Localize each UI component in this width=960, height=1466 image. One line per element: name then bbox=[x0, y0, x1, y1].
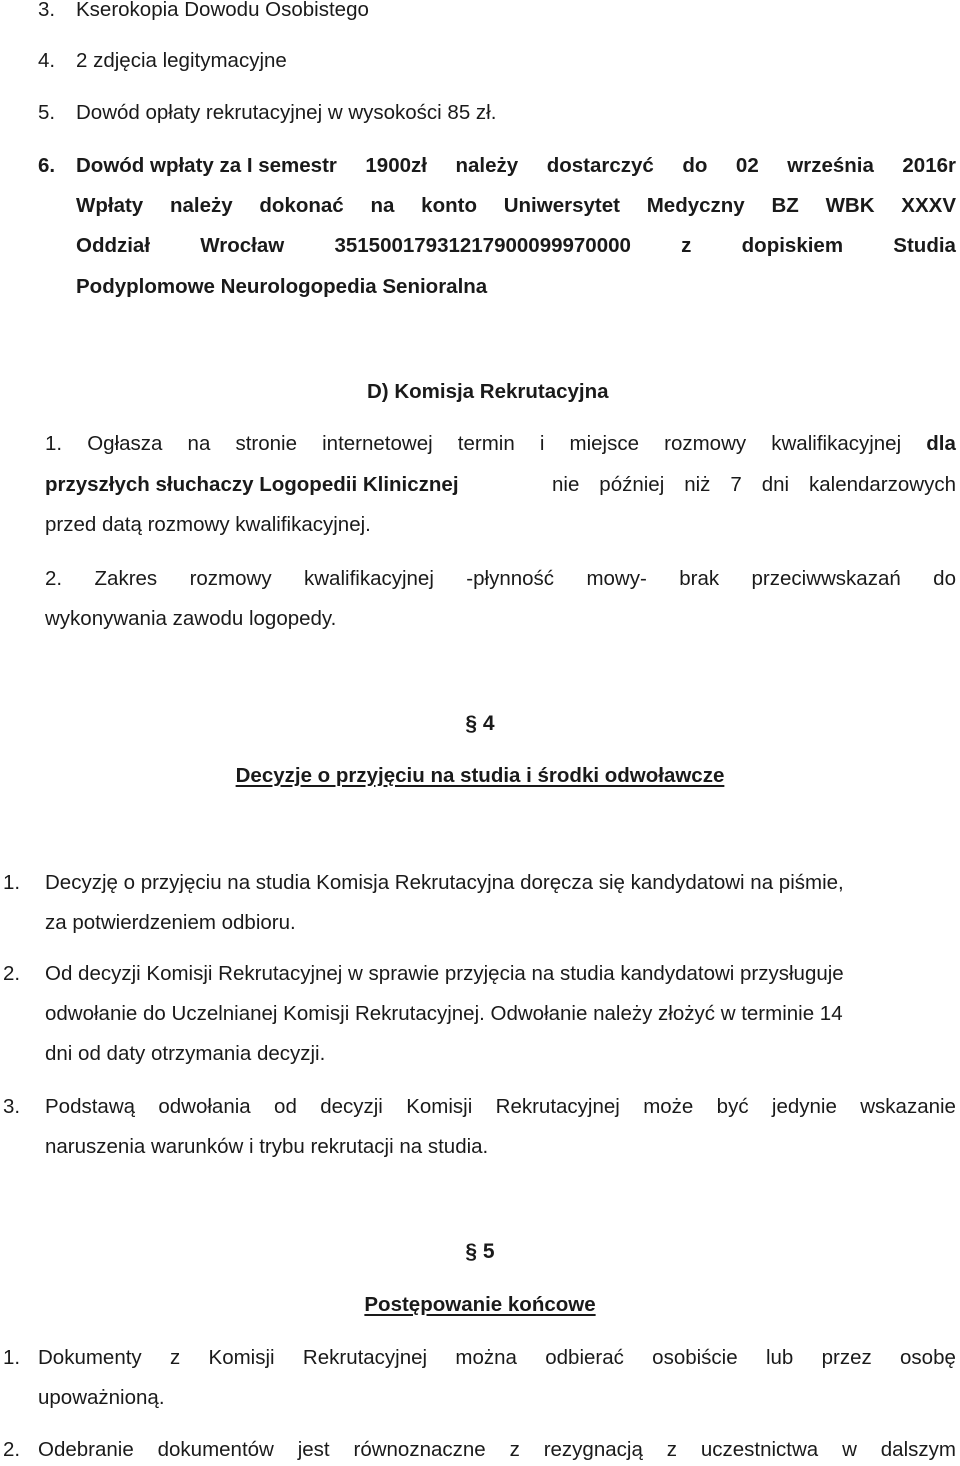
list-number: 2. bbox=[45, 567, 63, 590]
paragraph-line: naruszenia warunków i trybu rekrutacji na studia. bbox=[45, 1135, 489, 1158]
word: konto bbox=[421, 194, 477, 217]
payment-line-2 bbox=[76, 194, 956, 218]
word: Studia bbox=[893, 234, 956, 257]
word: jedynie bbox=[771, 1095, 837, 1118]
list-number: 1. bbox=[45, 432, 63, 455]
list-number: 2. bbox=[3, 1438, 21, 1461]
word: od bbox=[274, 1095, 297, 1118]
paragraph-line bbox=[38, 1346, 956, 1370]
section-title-text: Decyzje o przyjęciu na studia i środki odwoławcze bbox=[235, 764, 725, 787]
word: Rekrutacyjnej bbox=[302, 1346, 428, 1369]
paragraph-line bbox=[45, 567, 956, 591]
word: być bbox=[716, 1095, 749, 1118]
word: września bbox=[787, 154, 874, 177]
paragraph-line: upoważnioną. bbox=[38, 1386, 165, 1409]
word: można bbox=[455, 1346, 517, 1369]
word: dokonać bbox=[259, 194, 344, 217]
word: kwalifikacyjnej bbox=[304, 567, 434, 590]
section-number-value: 4 bbox=[482, 712, 495, 735]
list-number: 2. bbox=[3, 962, 21, 985]
bank-account-number: 35150017931217900099970000 bbox=[334, 234, 631, 257]
section-heading: D) Komisja Rekrutacyjna bbox=[367, 380, 609, 403]
paragraph-line bbox=[45, 1095, 956, 1119]
list-number: 6. bbox=[38, 154, 56, 177]
word: przeciwwskazań bbox=[751, 567, 901, 590]
section-title bbox=[0, 1293, 960, 1317]
word: wskazanie bbox=[860, 1095, 956, 1118]
word: dopiskiem bbox=[741, 234, 844, 257]
word: Dokumenty bbox=[38, 1346, 142, 1369]
word: równoznaczne bbox=[353, 1438, 486, 1461]
word: Uniwersytet bbox=[503, 194, 620, 217]
word: Podstawą bbox=[45, 1095, 136, 1118]
word: z bbox=[666, 1438, 677, 1461]
word: Odebranie bbox=[38, 1438, 134, 1461]
paragraph-line bbox=[552, 473, 956, 497]
word: kalendarzowych bbox=[809, 473, 956, 496]
word: i bbox=[539, 432, 545, 455]
word: przez bbox=[821, 1346, 872, 1369]
paragraph-line bbox=[38, 1438, 956, 1462]
word: Wpłaty bbox=[76, 194, 144, 217]
word: kwalifikacyjnej bbox=[771, 432, 902, 455]
word: decyzji bbox=[320, 1095, 383, 1118]
word: osobiście bbox=[652, 1346, 738, 1369]
word: 02 bbox=[735, 154, 759, 177]
word: osobę bbox=[900, 1346, 956, 1369]
word: dostarczyć bbox=[546, 154, 654, 177]
word: 1900zł bbox=[365, 154, 427, 177]
word: -płynność bbox=[466, 567, 555, 590]
word: lub bbox=[765, 1346, 794, 1369]
word: z bbox=[169, 1346, 181, 1369]
section-number bbox=[0, 1240, 960, 1264]
paragraph-line: Od decyzji Komisji Rekrutacyjnej w sprawie przyjęcia na studia kandydatowi przysługuje bbox=[45, 962, 844, 985]
word: XXXV bbox=[901, 194, 956, 217]
word: 2016r bbox=[902, 154, 956, 177]
word: 7 bbox=[730, 473, 742, 496]
payment-line-4: Podyplomowe Neurologopedia Senioralna bbox=[76, 275, 488, 298]
list-number: 3. bbox=[38, 0, 56, 21]
word: rezygnacją bbox=[543, 1438, 643, 1461]
payment-line-1 bbox=[76, 154, 956, 178]
word: Dowód wpłaty za I semestr bbox=[76, 154, 337, 177]
list-item-text: 2 zdjęcia legitymacyjne bbox=[76, 49, 287, 72]
word: brak bbox=[679, 567, 720, 590]
word: uczestnictwa bbox=[700, 1438, 819, 1461]
word: Komisji bbox=[208, 1346, 275, 1369]
word: dokumentów bbox=[157, 1438, 274, 1461]
section-title bbox=[0, 764, 960, 788]
word: odbierać bbox=[545, 1346, 624, 1369]
paragraph-line bbox=[45, 432, 956, 456]
section-symbol: § bbox=[465, 1240, 478, 1263]
word: WBK bbox=[825, 194, 875, 217]
section-symbol: § bbox=[465, 712, 478, 735]
paragraph-line: wykonywania zawodu logopedy. bbox=[45, 607, 337, 630]
word: dalszym bbox=[880, 1438, 956, 1461]
word: Ogłasza bbox=[87, 432, 163, 455]
section-number bbox=[0, 712, 960, 736]
section-number-value: 5 bbox=[482, 1240, 495, 1263]
word: Rekrutacyjnej bbox=[495, 1095, 620, 1118]
word: BZ bbox=[771, 194, 799, 217]
word: później bbox=[599, 473, 665, 496]
list-item-text: Dowód opłaty rekrutacyjnej w wysokości 85 zł. bbox=[76, 101, 497, 124]
word: miejsce bbox=[569, 432, 640, 455]
word: do bbox=[933, 567, 956, 590]
list-number: 3. bbox=[3, 1095, 21, 1118]
word: należy bbox=[169, 194, 233, 217]
word: rozmowy bbox=[189, 567, 272, 590]
word: na bbox=[187, 432, 211, 455]
word: niż bbox=[684, 473, 711, 496]
word: Zakres bbox=[94, 567, 158, 590]
word: do bbox=[682, 154, 708, 177]
list-number: 4. bbox=[38, 49, 56, 72]
word: z bbox=[509, 1438, 520, 1461]
word: internetowej bbox=[322, 432, 433, 455]
paragraph-line: Decyzję o przyjęciu na studia Komisja Rekrutacyjna doręcza się kandydatowi na piśmie, bbox=[45, 871, 844, 894]
word: Medyczny bbox=[646, 194, 745, 217]
word: mowy- bbox=[586, 567, 647, 590]
paragraph-line: dni od daty otrzymania decyzji. bbox=[45, 1042, 326, 1065]
list-number: 1. bbox=[3, 871, 21, 894]
word: Komisji bbox=[406, 1095, 473, 1118]
word: nie bbox=[552, 473, 580, 496]
word: rozmowy bbox=[664, 432, 747, 455]
paragraph-line: za potwierdzeniem odbioru. bbox=[45, 911, 296, 934]
word: należy bbox=[455, 154, 519, 177]
bold-phrase: przyszłych słuchaczy Logopedii Klinicznej bbox=[45, 473, 459, 496]
word: dni bbox=[761, 473, 790, 496]
word: stronie bbox=[235, 432, 297, 455]
payment-line-3 bbox=[76, 234, 956, 258]
paragraph-line: przed datą rozmowy kwalifikacyjnej. bbox=[45, 513, 371, 536]
word: termin bbox=[457, 432, 515, 455]
word: Wrocław bbox=[200, 234, 285, 257]
section-title-text: Postępowanie końcowe bbox=[364, 1293, 596, 1316]
word: Oddział bbox=[76, 234, 151, 257]
word: z bbox=[681, 234, 692, 257]
list-number: 1. bbox=[3, 1346, 21, 1369]
word: dla bbox=[926, 432, 956, 455]
word: odwołania bbox=[158, 1095, 251, 1118]
paragraph-line: odwołanie do Uczelnianej Komisji Rekrutacyjnej. Odwołanie należy złożyć w terminie 14 bbox=[45, 1002, 843, 1025]
word: może bbox=[643, 1095, 694, 1118]
word: jest bbox=[297, 1438, 330, 1461]
word: na bbox=[370, 194, 395, 217]
word: w bbox=[842, 1438, 857, 1461]
list-number: 5. bbox=[38, 101, 56, 124]
list-item-text: Kserokopia Dowodu Osobistego bbox=[76, 0, 369, 21]
